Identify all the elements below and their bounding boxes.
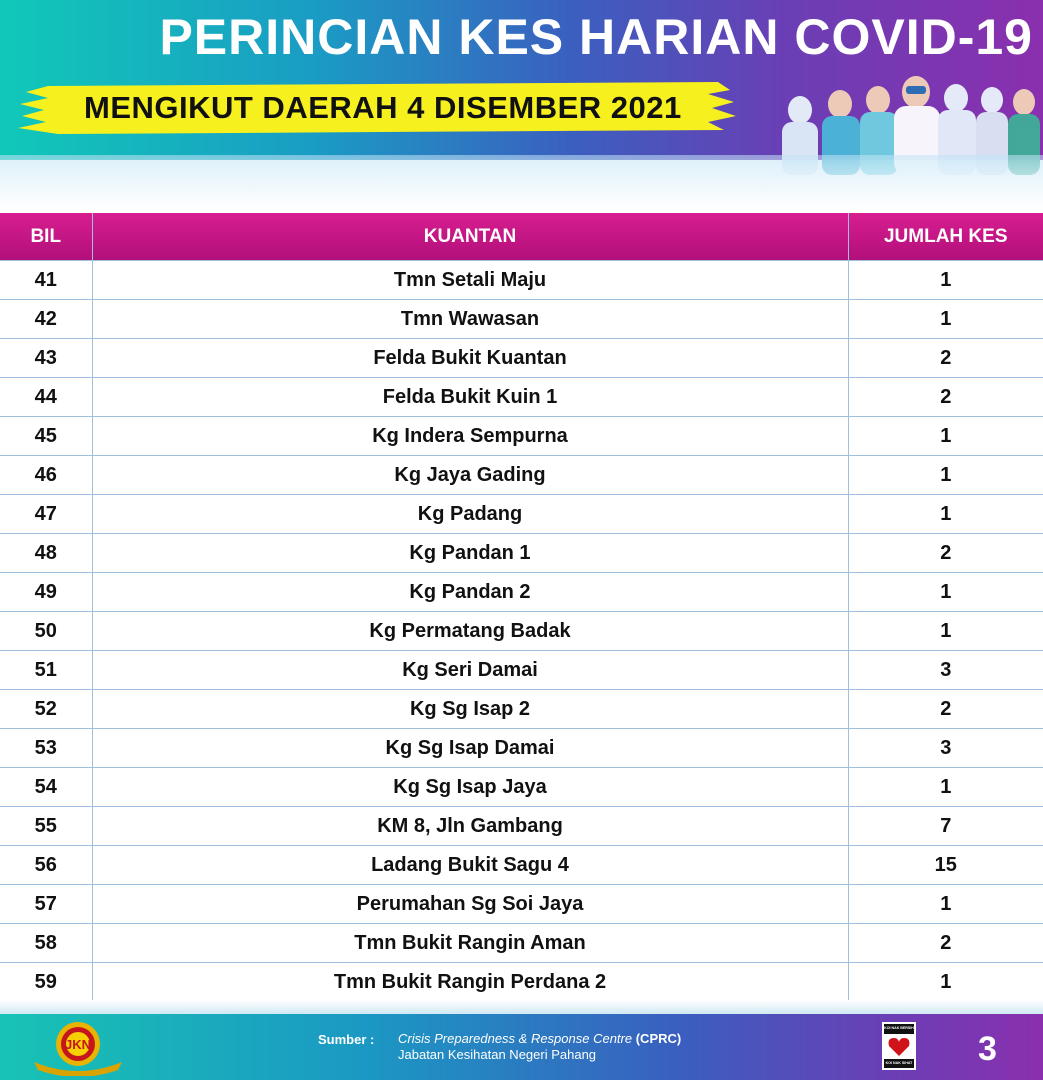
cell-cases: 2 <box>848 690 1043 729</box>
page-number: 3 <box>978 1030 997 1068</box>
table-row <box>0 378 1043 417</box>
cell-bil: 42 <box>0 300 92 339</box>
table-row <box>0 690 1043 729</box>
cell-cases: 2 <box>848 339 1043 378</box>
table-row <box>0 534 1043 573</box>
cell-cases: 1 <box>848 573 1043 612</box>
cell-cases: 3 <box>848 651 1043 690</box>
cell-bil: 54 <box>0 768 92 807</box>
table-row <box>0 651 1043 690</box>
cell-cases: 1 <box>848 963 1043 1002</box>
cell-location: Tmn Bukit Rangin Perdana 2 <box>92 963 848 1002</box>
cell-location: Felda Bukit Kuantan <box>92 339 848 378</box>
cell-cases: 1 <box>848 885 1043 924</box>
column-header-bil: BIL <box>0 213 92 261</box>
cell-bil: 46 <box>0 456 92 495</box>
cell-bil: 44 <box>0 378 92 417</box>
cell-location: Kg Indera Sempurna <box>92 417 848 456</box>
cell-bil: 58 <box>0 924 92 963</box>
table-row <box>0 612 1043 651</box>
footer-divider <box>0 1000 1043 1014</box>
header-fade <box>0 155 1043 210</box>
table-row <box>0 339 1043 378</box>
source-label: Sumber : <box>318 1032 375 1047</box>
table-row <box>0 768 1043 807</box>
table-row <box>0 807 1043 846</box>
table-row <box>0 885 1043 924</box>
cell-cases: 2 <box>848 378 1043 417</box>
table-row <box>0 846 1043 885</box>
table-row <box>0 261 1043 300</box>
table-row <box>0 573 1043 612</box>
jkn-logo-icon <box>30 1018 126 1076</box>
cell-location: Kg Sg Isap 2 <box>92 690 848 729</box>
cell-location: Ladang Bukit Sagu 4 <box>92 846 848 885</box>
cell-location: Kg Sg Isap Damai <box>92 729 848 768</box>
cell-cases: 1 <box>848 456 1043 495</box>
cell-bil: 56 <box>0 846 92 885</box>
cell-location: Tmn Bukit Rangin Aman <box>92 924 848 963</box>
source-department: Jabatan Kesihatan Negeri Pahang <box>398 1047 597 1062</box>
cases-table <box>0 213 1043 1002</box>
cell-location: Kg Pandan 2 <box>92 573 848 612</box>
koi-nak-bersih-logo-icon <box>882 1022 916 1070</box>
cell-bil: 50 <box>0 612 92 651</box>
cell-bil: 43 <box>0 339 92 378</box>
cell-cases: 2 <box>848 534 1043 573</box>
subtitle-banner <box>18 80 738 136</box>
cell-location: Kg Pandan 1 <box>92 534 848 573</box>
cell-bil: 59 <box>0 963 92 1002</box>
column-header-district: KUANTAN <box>92 213 848 261</box>
cell-bil: 45 <box>0 417 92 456</box>
cell-location: Kg Sg Isap Jaya <box>92 768 848 807</box>
cell-location: Tmn Wawasan <box>92 300 848 339</box>
cell-cases: 7 <box>848 807 1043 846</box>
table-header-row <box>0 213 1043 261</box>
cell-bil: 47 <box>0 495 92 534</box>
table-row <box>0 924 1043 963</box>
table-row <box>0 729 1043 768</box>
cell-location: Kg Padang <box>92 495 848 534</box>
table-row <box>0 456 1043 495</box>
cell-location: KM 8, Jln Gambang <box>92 807 848 846</box>
table-row <box>0 963 1043 1002</box>
cell-bil: 55 <box>0 807 92 846</box>
cell-bil: 53 <box>0 729 92 768</box>
cell-cases: 15 <box>848 846 1043 885</box>
cell-cases: 1 <box>848 300 1043 339</box>
cell-bil: 57 <box>0 885 92 924</box>
table-row <box>0 300 1043 339</box>
cell-bil: 52 <box>0 690 92 729</box>
cell-bil: 48 <box>0 534 92 573</box>
cell-cases: 3 <box>848 729 1043 768</box>
cell-location: Felda Bukit Kuin 1 <box>92 378 848 417</box>
cell-location: Perumahan Sg Soi Jaya <box>92 885 848 924</box>
cell-bil: 41 <box>0 261 92 300</box>
footer-bar <box>0 1014 1043 1080</box>
cell-location: Tmn Setali Maju <box>92 261 848 300</box>
svg-text:JKN: JKN <box>64 1037 92 1052</box>
svg-text:KOI NAK SIHAT: KOI NAK SIHAT <box>885 1061 913 1065</box>
cell-bil: 51 <box>0 651 92 690</box>
svg-text:KOI NAK BERSIH: KOI NAK BERSIH <box>884 1026 914 1030</box>
cell-cases: 2 <box>848 924 1043 963</box>
cell-cases: 1 <box>848 612 1043 651</box>
cell-location: Kg Seri Damai <box>92 651 848 690</box>
header-banner <box>0 0 1043 160</box>
table-row <box>0 417 1043 456</box>
cell-cases: 1 <box>848 768 1043 807</box>
source-organization: Crisis Preparedness & Response Centre (CPRC) <box>398 1031 682 1046</box>
cell-cases: 1 <box>848 261 1043 300</box>
cell-location: Kg Permatang Badak <box>92 612 848 651</box>
page-subtitle: MENGIKUT DAERAH 4 DISEMBER 2021 <box>84 90 682 125</box>
cell-cases: 1 <box>848 495 1043 534</box>
page-title: PERINCIAN KES HARIAN COVID-19 <box>159 9 1033 65</box>
table-row <box>0 495 1043 534</box>
cell-location: Kg Jaya Gading <box>92 456 848 495</box>
column-header-total-cases: JUMLAH KES <box>848 213 1043 261</box>
cell-cases: 1 <box>848 417 1043 456</box>
cell-bil: 49 <box>0 573 92 612</box>
